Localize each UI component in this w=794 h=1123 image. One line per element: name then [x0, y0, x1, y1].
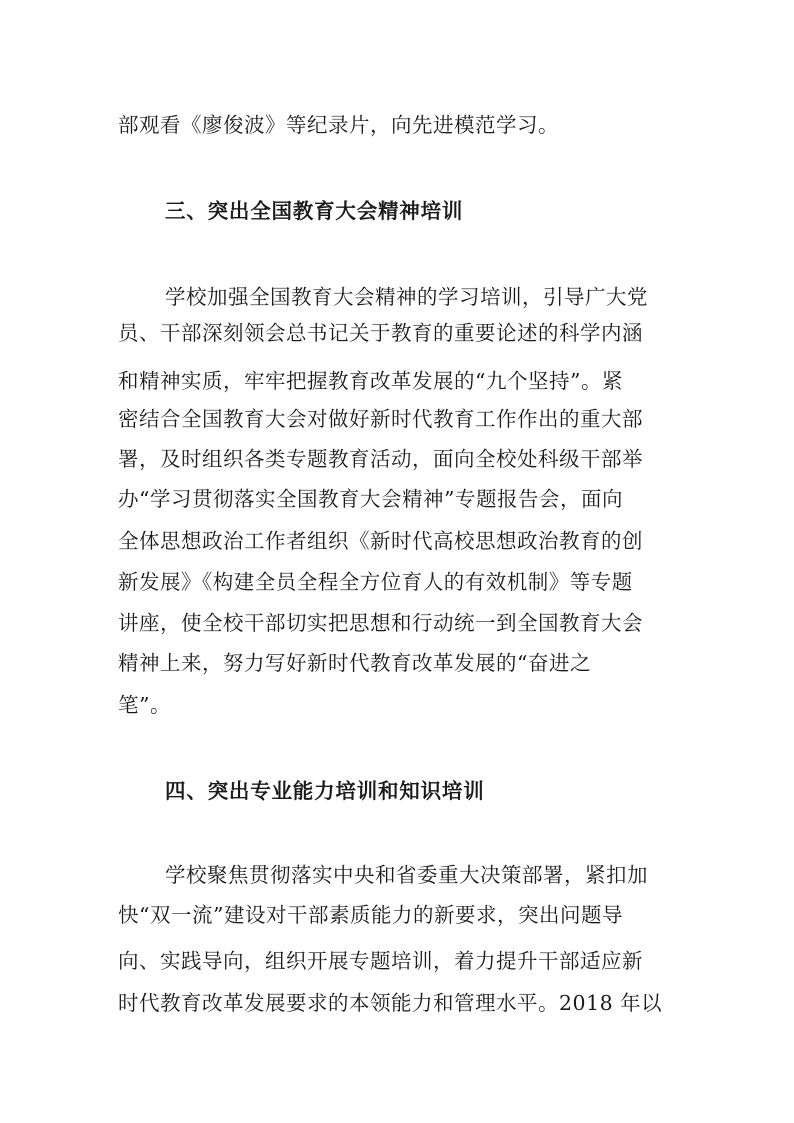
- paragraph-line: 向、实践导向，组织开展专题培训，着力提升干部适应新: [118, 949, 643, 973]
- paragraph-line: 密结合全国教育大会对做好新时代教育工作作出的重大部: [118, 407, 643, 431]
- paragraph-line: 署，及时组织各类专题教育活动，面向全校处科级干部举: [118, 447, 643, 471]
- paragraph-line: 时代教育改革发展要求的本领能力和管理水平。2018 年以: [118, 991, 663, 1015]
- paragraph-line: 学校聚焦贯彻落实中央和省委重大决策部署，紧扣加: [165, 863, 648, 887]
- paragraph-line: 快“双一流”建设对干部素质能力的新要求，突出问题导: [118, 903, 623, 927]
- paragraph-line: 笔”。: [118, 693, 171, 717]
- paragraph-line: 员、干部深刻领会总书记关于教育的重要论述的科学内涵: [118, 321, 643, 345]
- paragraph-line: 部观看《廖俊波》等纪录片，向先进模范学习。: [118, 113, 559, 137]
- section-heading: 四、突出专业能力培训和知识培训: [165, 779, 485, 803]
- paragraph-line: 精神上来，努力写好新时代教育改革发展的“奋进之: [118, 651, 591, 675]
- paragraph-line: 讲座，使全校干部切实把思想和行动统一到全国教育大会: [118, 611, 643, 635]
- paragraph-line: 学校加强全国教育大会精神的学习培训，引导广大党: [165, 285, 648, 309]
- paragraph-line: 办“学习贯彻落实全国教育大会精神”专题报告会，面向: [118, 487, 623, 511]
- paragraph-line: 新发展》《构建全员全程全方位育人的有效机制》等专题: [118, 570, 633, 594]
- paragraph-line: 和精神实质，牢牢把握教育改革发展的“九个坚持”。紧: [118, 369, 623, 393]
- section-heading: 三、突出全国教育大会精神培训: [165, 199, 464, 223]
- paragraph-line: 全体思想政治工作者组织《新时代高校思想政治教育的创: [118, 529, 643, 553]
